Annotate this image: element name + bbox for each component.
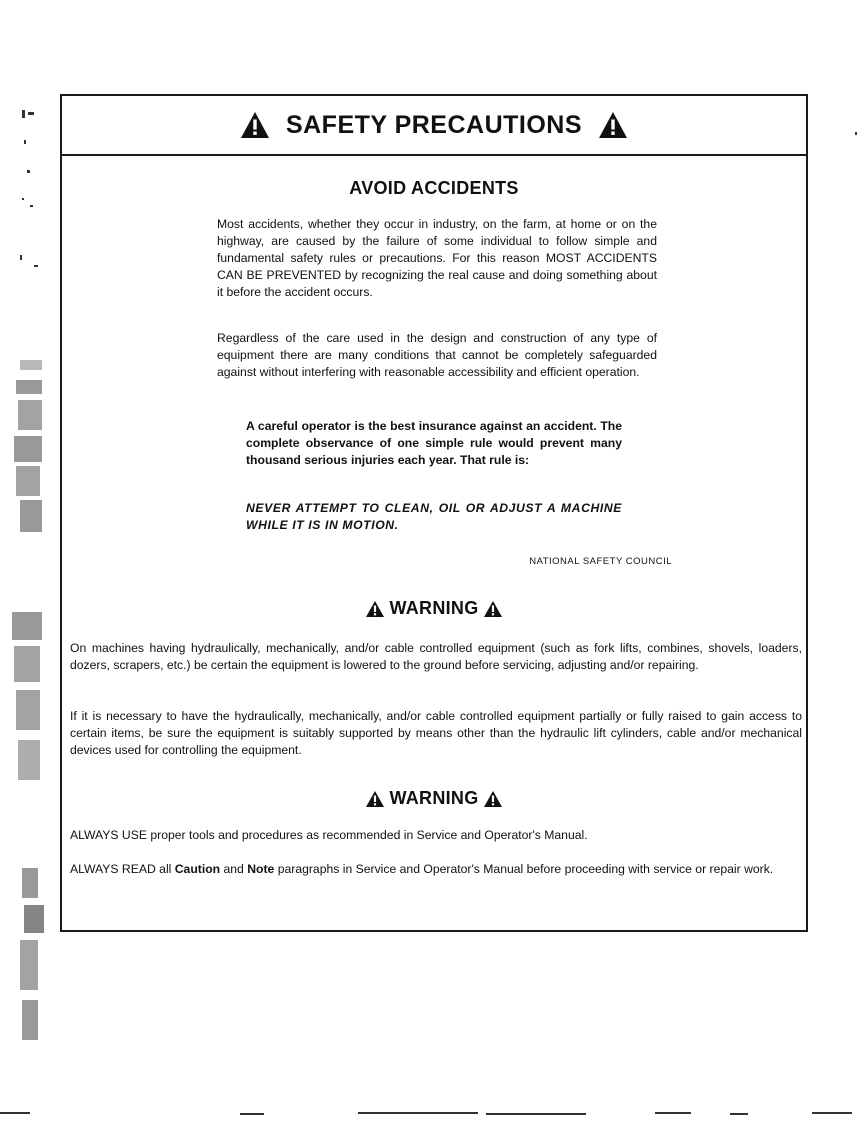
warning-triangle-icon [598,111,628,139]
and-word: and [220,862,248,876]
warning-heading-1 [62,598,806,619]
title-bar [62,96,806,156]
warning1-paragraph-2: If it is necessary to have the hydraulically, mechanically, and/or cable controlled equipment partially or fully raised to gain access to certain items, be sure the equipment is suitably supported by means other than the hydraulic lift cylinders, cable and/or mechanical devices used for controlling the equipment. [70,709,802,757]
safety-rule: NEVER ATTEMPT TO CLEAN, OIL OR ADJUST A MACHINE WHILE IT IS IN MOTION. [246,501,622,532]
avoid-paragraph-2: Regardless of the care used in the design and construction of any type of equipment there are many conditions that cannot be completely safeguarded against without interfering with reasonable accessibility and efficient operation. [217,331,657,379]
caution-word: Caution [174,862,221,876]
safety-panel [60,94,808,932]
warning-heading-2 [62,788,806,809]
p2-prefix: ALWAYS READ all [70,862,175,876]
p2-suffix: paragraphs in Service and Operator's Manual before proceeding with service or repair work. [274,862,774,876]
warning-triangle-icon [483,600,503,618]
warning-title: WARNING [389,598,479,618]
attribution: NATIONAL SAFETY COUNCIL [529,556,672,567]
warning-triangle-icon [365,790,385,808]
note-word: Note [247,862,275,876]
warning-triangle-icon [483,790,503,808]
warning-title: WARNING [389,788,479,808]
warning-triangle-icon [240,111,270,139]
avoid-paragraph-1: Most accidents, whether they occur in industry, on the farm, at home or on the highway, are caused by the failure of some individual to follow simple and fundamental safety rules or precautions. For this reason MOST ACCIDENTS CAN BE PREVENTED by recognizing the real cause and doing something about it before the accident occurs. [217,217,657,299]
page-title: SAFETY PRECAUTIONS [285,110,583,139]
warning-triangle-icon [365,600,385,618]
warning2-paragraph-2 [70,861,802,878]
avoid-accidents-heading: AVOID ACCIDENTS [349,178,519,198]
careful-operator-quote: A careful operator is the best insurance against an accident. The complete observance of one simple rule would prevent many thousand serious injuries each year. That rule is: [246,419,622,467]
warning2-paragraph-1: ALWAYS USE proper tools and procedures as recommended in Service and Operator's Manual. [70,828,588,842]
warning1-paragraph-1: On machines having hydraulically, mechanically, and/or cable controlled equipment (such as fork lifts, combines, shovels, loaders, dozers, scrapers, etc.) be certain the equipment is lowered to the ground before servicing, adjusting and/or repairing. [70,641,802,672]
